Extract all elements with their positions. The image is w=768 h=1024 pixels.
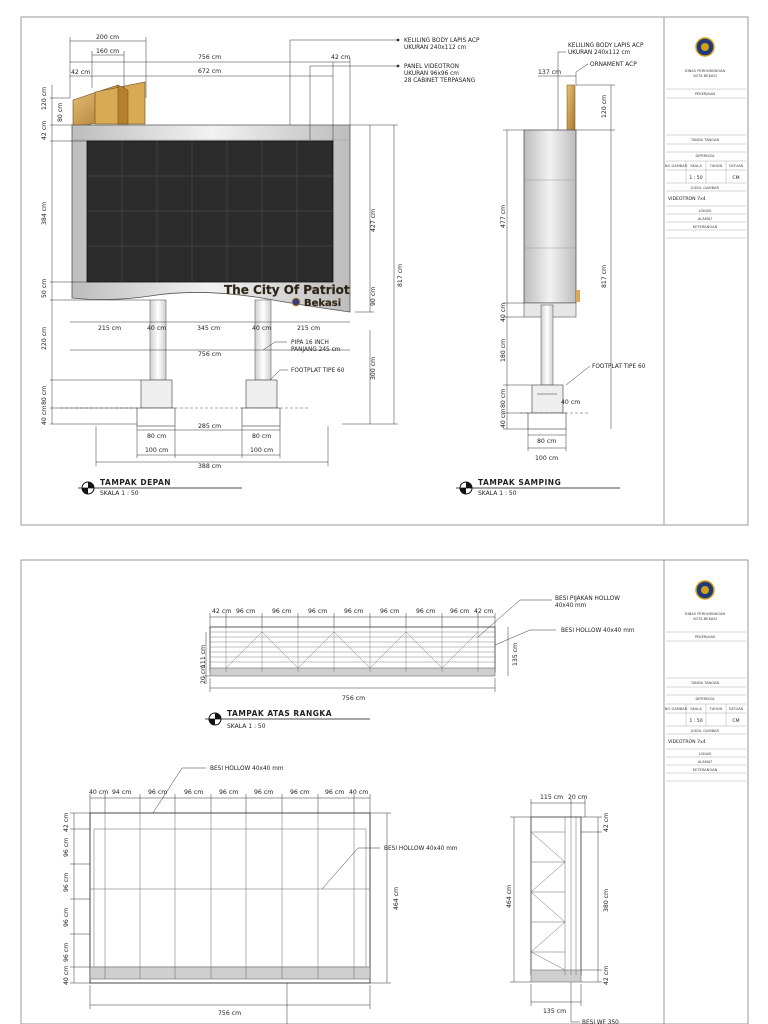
dim-label: 42 cm: [71, 69, 91, 76]
dim-label: 40 cm: [41, 405, 48, 425]
dim-label: 384 cm: [41, 201, 48, 225]
tb-diperiksa: DIPERIKSA: [695, 697, 715, 701]
dim-label: 300 cm: [370, 356, 377, 380]
org-name: DINAS PERHUBUNGAN: [684, 69, 726, 73]
dim-label: 80 cm: [147, 433, 167, 440]
note-text: FOOTPLAT TIPE 60: [291, 368, 345, 374]
dim-label: 111 cm: [200, 644, 207, 668]
side-body: [524, 130, 576, 303]
dim-label: 50 cm: [41, 278, 48, 298]
dim-label: 40 cm: [63, 965, 70, 985]
note-text: KELILING BODY LAPIS ACP: [404, 38, 480, 44]
tb-col-tahun: TAHUN: [709, 707, 723, 711]
tb-col-satuan: SATUAN: [728, 164, 744, 168]
tb-skala-value: 1 : 50: [689, 719, 703, 724]
note-text: BESI HOLLOW 40x40 mm: [384, 846, 458, 852]
dim-label: 80 cm: [57, 102, 64, 122]
dim-label: 40 cm: [500, 302, 507, 322]
note-text: BESI HOLLOW 40x40 mm: [561, 628, 635, 634]
side-pole: [541, 305, 553, 385]
tb-satuan-value: CM: [732, 176, 740, 181]
dim-label: 40 cm: [561, 399, 581, 406]
dim-label: 80 cm: [252, 433, 272, 440]
dim-label: 388 cm: [198, 463, 222, 470]
dim-label: 100 cm: [145, 447, 169, 454]
dim-label: 672 cm: [198, 68, 222, 75]
dim-label: 120 cm: [41, 86, 48, 110]
dim-label: 345 cm: [197, 325, 221, 332]
dim-label: 135 cm: [512, 642, 519, 666]
view-title: TAMPAK DEPAN: [100, 478, 172, 487]
dim-label: 220 cm: [41, 326, 48, 350]
tb-col-skala: SKALA: [690, 164, 702, 168]
dim-label: 96 cm: [450, 608, 470, 615]
tb-alamat: ALAMAT: [697, 760, 713, 764]
dim-label: 96 cm: [290, 789, 310, 796]
tb-judul-label: JUDUL GAMBAR: [691, 729, 719, 733]
dim-label: 285 cm: [198, 423, 222, 430]
tb-col-gambar: NO GAMBAR: [664, 707, 688, 711]
city-slogan: The City Of Patriot: [224, 283, 350, 297]
footplate-left: [141, 380, 172, 408]
note-text: BESI WF 350: [582, 1020, 619, 1024]
dim-label: 40 cm: [147, 325, 167, 332]
view-scale: SKALA 1 : 50: [227, 723, 266, 730]
dim-label: 96 cm: [63, 872, 70, 892]
dim-label: 180 cm: [500, 338, 507, 362]
tb-tanda-tangan: TANDA TANGAN: [690, 681, 720, 685]
side-ornament: [567, 85, 575, 132]
org-city: KOTA BEKASI: [693, 617, 717, 621]
dim-label: 215 cm: [297, 325, 321, 332]
dim-label: 40 cm: [349, 789, 369, 796]
dim-label: 90 cm: [370, 286, 377, 306]
tb-judul-label: JUDUL GAMBAR: [691, 186, 719, 190]
dim-label: 96 cm: [325, 789, 345, 796]
bekasi-emblem-icon: [292, 298, 300, 306]
tb-judul: VIDEOTRON 7x4: [668, 740, 706, 745]
org-name: DINAS PERHUBUNGAN: [684, 612, 726, 616]
view-title: TAMPAK SAMPING: [478, 478, 562, 487]
dim-label: 756 cm: [198, 54, 222, 61]
dim-label: 817 cm: [397, 263, 404, 287]
tb-pekerjaan: PEKERJAAN: [694, 635, 716, 639]
dim-label: 42 cm: [603, 965, 610, 985]
dim-label: 20 cm: [568, 794, 588, 801]
dim-label: 96 cm: [184, 789, 204, 796]
dim-label: 40 cm: [252, 325, 272, 332]
tb-keterangan: KETERANGAN: [692, 768, 718, 772]
dim-label: 215 cm: [98, 325, 122, 332]
note-text: UKURAN 96x96 cm: [404, 71, 459, 77]
tb-col-satuan: SATUAN: [728, 707, 744, 711]
view-title: TAMPAK ATAS RANGKA: [227, 709, 333, 718]
dim-label: 100 cm: [535, 455, 559, 462]
sheet-2: [21, 560, 748, 1024]
dim-label: 96 cm: [308, 608, 328, 615]
org-city: KOTA BEKASI: [693, 74, 717, 78]
dim-label: 115 cm: [540, 794, 564, 801]
note-text: FOOTPLAT TIPE 60: [592, 364, 646, 370]
dim-label: 96 cm: [236, 608, 256, 615]
tb-satuan-value: CM: [732, 719, 740, 724]
tb-judul: VIDEOTRON 7x4: [668, 197, 706, 202]
dim-label: 42 cm: [63, 812, 70, 832]
tb-col-gambar: NO GAMBAR: [664, 164, 688, 168]
dim-label: 42 cm: [603, 812, 610, 832]
tb-keterangan: KETERANGAN: [692, 225, 718, 229]
note-text: BESI PIJAKAN HOLLOW: [555, 596, 620, 602]
note-text: PANJANG 245 cm: [291, 347, 341, 353]
side-footplate: [532, 385, 563, 413]
dim-label: 96 cm: [219, 789, 239, 796]
dim-label: 100 cm: [250, 447, 274, 454]
note-text: 40x40 mm: [555, 603, 587, 609]
note-text: PIPA 16 INCH: [291, 340, 329, 346]
tb-col-tahun: TAHUN: [709, 164, 723, 168]
tb-diperiksa: DIPERIKSA: [695, 154, 715, 158]
dim-label: 96 cm: [416, 608, 436, 615]
tb-skala-value: 1 : 50: [689, 176, 703, 181]
dim-label: 464 cm: [393, 886, 400, 910]
dim-label: 427 cm: [370, 208, 377, 232]
city-name: Bekasi: [304, 298, 342, 309]
dim-label: 20 cm: [200, 664, 207, 684]
note-text: ORNAMENT ACP: [590, 62, 637, 68]
dim-label: 135 cm: [543, 1008, 567, 1015]
dim-label: 96 cm: [254, 789, 274, 796]
dim-label: 96 cm: [380, 608, 400, 615]
dim-label: 200 cm: [96, 34, 120, 41]
note-text: PANEL VIDEOTRON: [404, 64, 459, 70]
sheet-1: [21, 17, 748, 525]
dim-label: 80 cm: [41, 385, 48, 405]
dim-label: 380 cm: [603, 888, 610, 912]
tb-pekerjaan: PEKERJAAN: [694, 92, 716, 96]
dim-label: 96 cm: [63, 837, 70, 857]
dim-label: 756 cm: [218, 1010, 242, 1017]
dim-label: 96 cm: [63, 907, 70, 927]
dim-label: 756 cm: [342, 695, 366, 702]
dim-label: 756 cm: [198, 351, 222, 358]
dim-label: 80 cm: [537, 438, 557, 445]
dim-label: 120 cm: [601, 94, 608, 118]
dim-label: 42 cm: [41, 120, 48, 140]
note-text: 28 CABINET TERPASANG: [404, 78, 476, 84]
dim-label: 96 cm: [148, 789, 168, 796]
dim-label: 42 cm: [212, 608, 232, 615]
dim-label: 40 cm: [500, 408, 507, 428]
tb-alamat: ALAMAT: [697, 217, 713, 221]
dim-label: 94 cm: [112, 789, 132, 796]
dim-label: 96 cm: [272, 608, 292, 615]
dim-label: 80 cm: [500, 388, 507, 408]
note-text: BESI HOLLOW 40x40 mm: [210, 766, 284, 772]
view-scale: SKALA 1 : 50: [100, 490, 139, 497]
dim-label: 137 cm: [538, 69, 562, 76]
dim-label: 817 cm: [601, 264, 608, 288]
dim-label: 464 cm: [506, 884, 513, 908]
tb-col-skala: SKALA: [690, 707, 702, 711]
tb-tanda-tangan: TANDA TANGAN: [690, 138, 720, 142]
dim-label: 160 cm: [96, 48, 120, 55]
note-text: UKURAN 240x112 cm: [568, 50, 631, 56]
dim-label: 42 cm: [474, 608, 494, 615]
tb-lokasi: LOKASI: [698, 752, 712, 756]
dim-label: 477 cm: [500, 204, 507, 228]
videotron-screen: [87, 141, 333, 282]
dim-label: 96 cm: [344, 608, 364, 615]
note-text: KELILING BODY LAPIS ACP: [568, 43, 644, 49]
pole-left: [150, 300, 166, 380]
footplate-right: [246, 380, 277, 408]
tb-lokasi: LOKASI: [698, 209, 712, 213]
note-text: UKURAN 240x112 cm: [404, 45, 467, 51]
view-scale: SKALA 1 : 50: [478, 490, 517, 497]
dim-label: 96 cm: [63, 942, 70, 962]
dim-label: 40 cm: [89, 789, 109, 796]
dim-label: 42 cm: [331, 54, 351, 61]
pole-right: [255, 300, 271, 380]
